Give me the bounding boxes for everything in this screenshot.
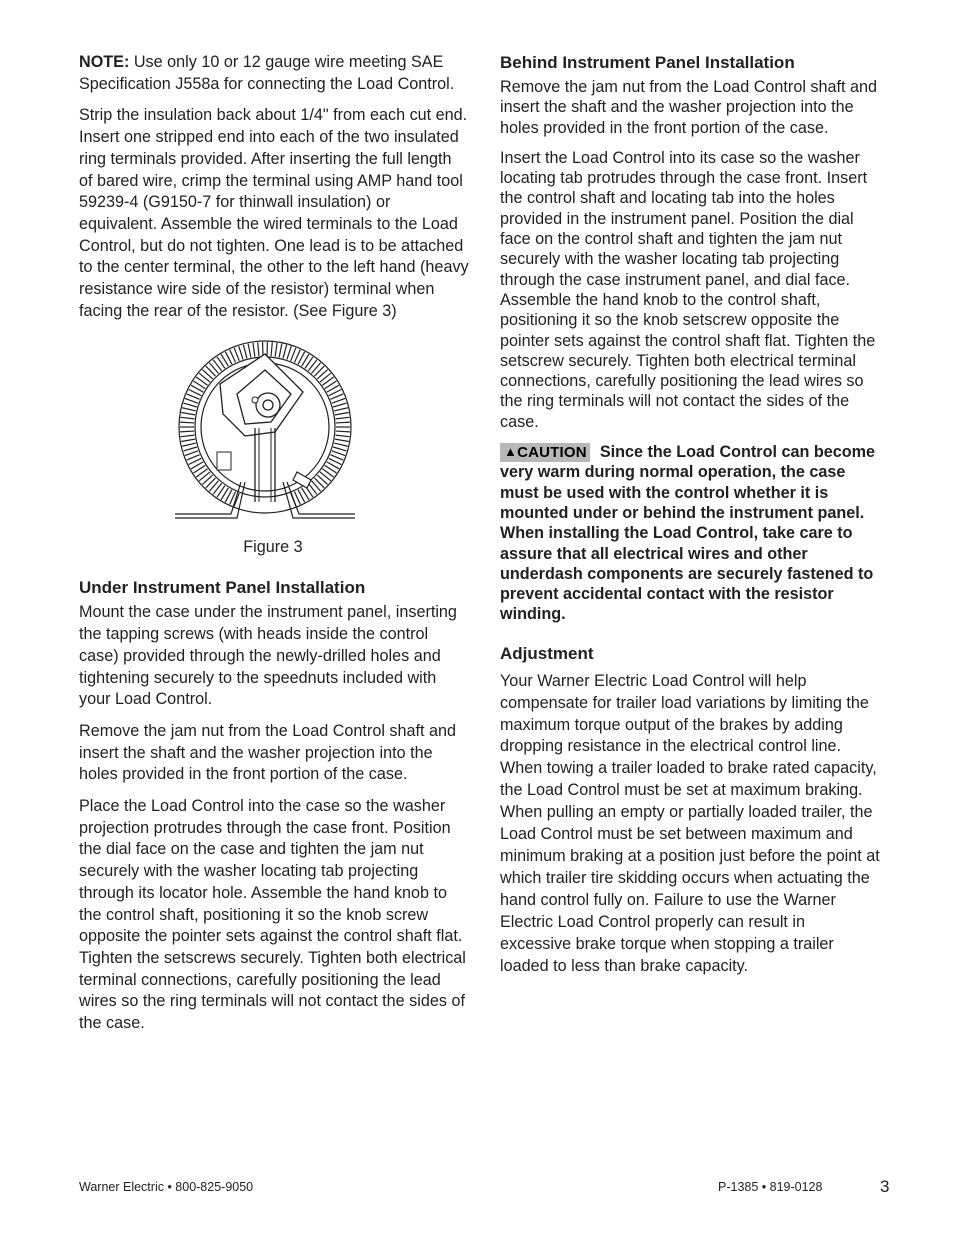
winding-tick [335,413,349,415]
winding-tick [181,440,195,442]
winding-tick [187,394,200,399]
figure-3 [79,332,469,532]
winding-tick [333,403,346,407]
winding-tick [332,399,345,404]
winding-tick [185,451,198,456]
behind-paragraph-2: Insert the Load Control into its case so the washer locating tab protrudes through the case front. Insert the control shaft and locating tab into the holes provided in the instrument panel. Position the dial face on the control shaft and tighten the jam nut securely with the washer locating tab projecting through the case instrument panel, and dial face. Assemble the hand knob to the control shaft, positioning it so the knob setscrew opposite the pointer sets against the control shaft flat. Tighten the setscrew securely. Tighten both electrical terminal connections, carefully positioning the lead wires so the ring terminals will not contact the sides of the case. [500,148,876,431]
winding-tick [287,347,291,360]
note-text: Use only 10 or 12 gauge wire meeting SAE Specification J558a for connecting the Load Control. [79,53,455,93]
footer-part-number: P-1385 • 819-0128 [718,1180,823,1194]
winding-tick [291,348,296,361]
winding-tick [336,431,350,432]
caution-label: CAUTION [517,444,587,462]
winding-tick [334,408,348,411]
right-column [500,52,880,987]
caution-paragraph [500,442,880,625]
winding-tick [253,343,255,357]
winding-tick [336,423,350,424]
winding-tick [336,436,350,438]
winding-tick [258,343,259,357]
winding-tick [271,343,272,357]
note-paragraph [79,52,469,95]
winding-tick [334,444,348,447]
winding-tick [180,423,194,424]
winding-tick [335,440,349,442]
winding-tick [332,451,345,456]
page-number: 3 [880,1177,890,1196]
winding-tick [187,455,200,460]
caution-text: Since the Load Control can become very warm during normal operation, the case must be used with the control whether it is mounted under or behind the instrument panel. When installing the Load Control, take care to assure that all electrical wires and other underdash components are securely fastened to prevent accidental contact with the resistor winding. [500,443,876,624]
figure-caption: Figure 3 [243,538,303,557]
strip-paragraph: Strip the insulation back about 1/4" from each cut end. Insert one stripped end into each of the two insulated ring terminals provided. After inserting the full length of bared wire, crimp the terminal using AMP hand tool 59239-4 (G9150-7 for thinwall insulation) or equivalent. Assemble the wired terminals to the Load Control, but do not tighten. One lead is to be attached to the center terminal, the other to the left hand (heavy resistance wire side of the resistor) terminal when facing the rear of the resistor. (See Figure 3) [79,106,469,320]
winding-tick [275,343,277,357]
winding-tick [330,455,343,460]
winding-tick [181,436,195,438]
winding-tick [185,399,198,404]
under-paragraph-2: Remove the jam nut from the Load Control shaft and insert the shaft and the washer projection into the holes provided in the front portion of the case. [79,721,457,784]
winding-tick [181,413,195,415]
winding-tick [279,344,282,358]
winding-tick [181,418,195,420]
winding-tick [180,431,194,432]
warning-triangle-icon: ▲ [504,444,518,460]
note-label: NOTE: [79,53,130,71]
winding-tick [183,447,196,451]
winding-tick [182,408,196,411]
winding-tick [234,348,239,361]
winding-tick [248,344,251,358]
under-heading: Under Instrument Panel Installation [79,578,366,598]
behind-heading: Behind Instrument Panel Installation [500,53,795,72]
winding-tick [243,345,247,359]
winding-tick [283,345,287,359]
winding-tick [239,347,243,360]
winding-tick [333,447,346,451]
winding-tick [183,403,196,407]
footer-company: Warner Electric • 800-825-9050 [79,1180,254,1194]
left-column [79,52,469,1045]
winding-tick [330,394,343,399]
adjustment-paragraph: Your Warner Electric Load Control will help compensate for trailer load variations by limiting the maximum torque output of the brakes by adding dropping resistance in the electrical control line. When towing a trailer loaded to brake rated capacity, the Load Control must be set at maximum braking. When pulling an empty or partially loaded trailer, the Load Control must be set between maximum and minimum braking at a position just before the point at which trailer tire skidding occurs when actuating the hand control fully on. Failure to use the Warner Electric Load Control properly can result in excessive brake torque when stopping a trailer loaded to less than brake capacity. [500,671,880,975]
caution-badge [500,443,590,462]
under-paragraph-1: Mount the case under the instrument panel, inserting the tapping screws (with heads inside the control case) provided through the newly-drilled holes and tightening securely to the speednuts included with your Load Control. [79,603,457,709]
winding-tick [336,418,350,420]
behind-paragraph-1: Remove the jam nut from the Load Control shaft and insert the shaft and the washer projection into the holes provided in the front portion of the case. [500,78,878,137]
under-paragraph-3: Place the Load Control into the case so the washer projection protrudes through the case front. Position the dial face on the case and tighten the jam nut securely with the washer locating tab projecting through its locator hole. Assemble the hand knob to the control shaft, positioning it so the knob screw opposite the pointer sets against the control shaft flat. Tighten the setscrews securely. Tighten both electrical terminal connections, carefully positioning the lead wires so the ring terminals will not contact the sides of the case. [79,797,466,1033]
adjustment-heading: Adjustment [500,643,594,663]
winding-tick [182,444,196,447]
load-control-diagram [175,332,355,524]
